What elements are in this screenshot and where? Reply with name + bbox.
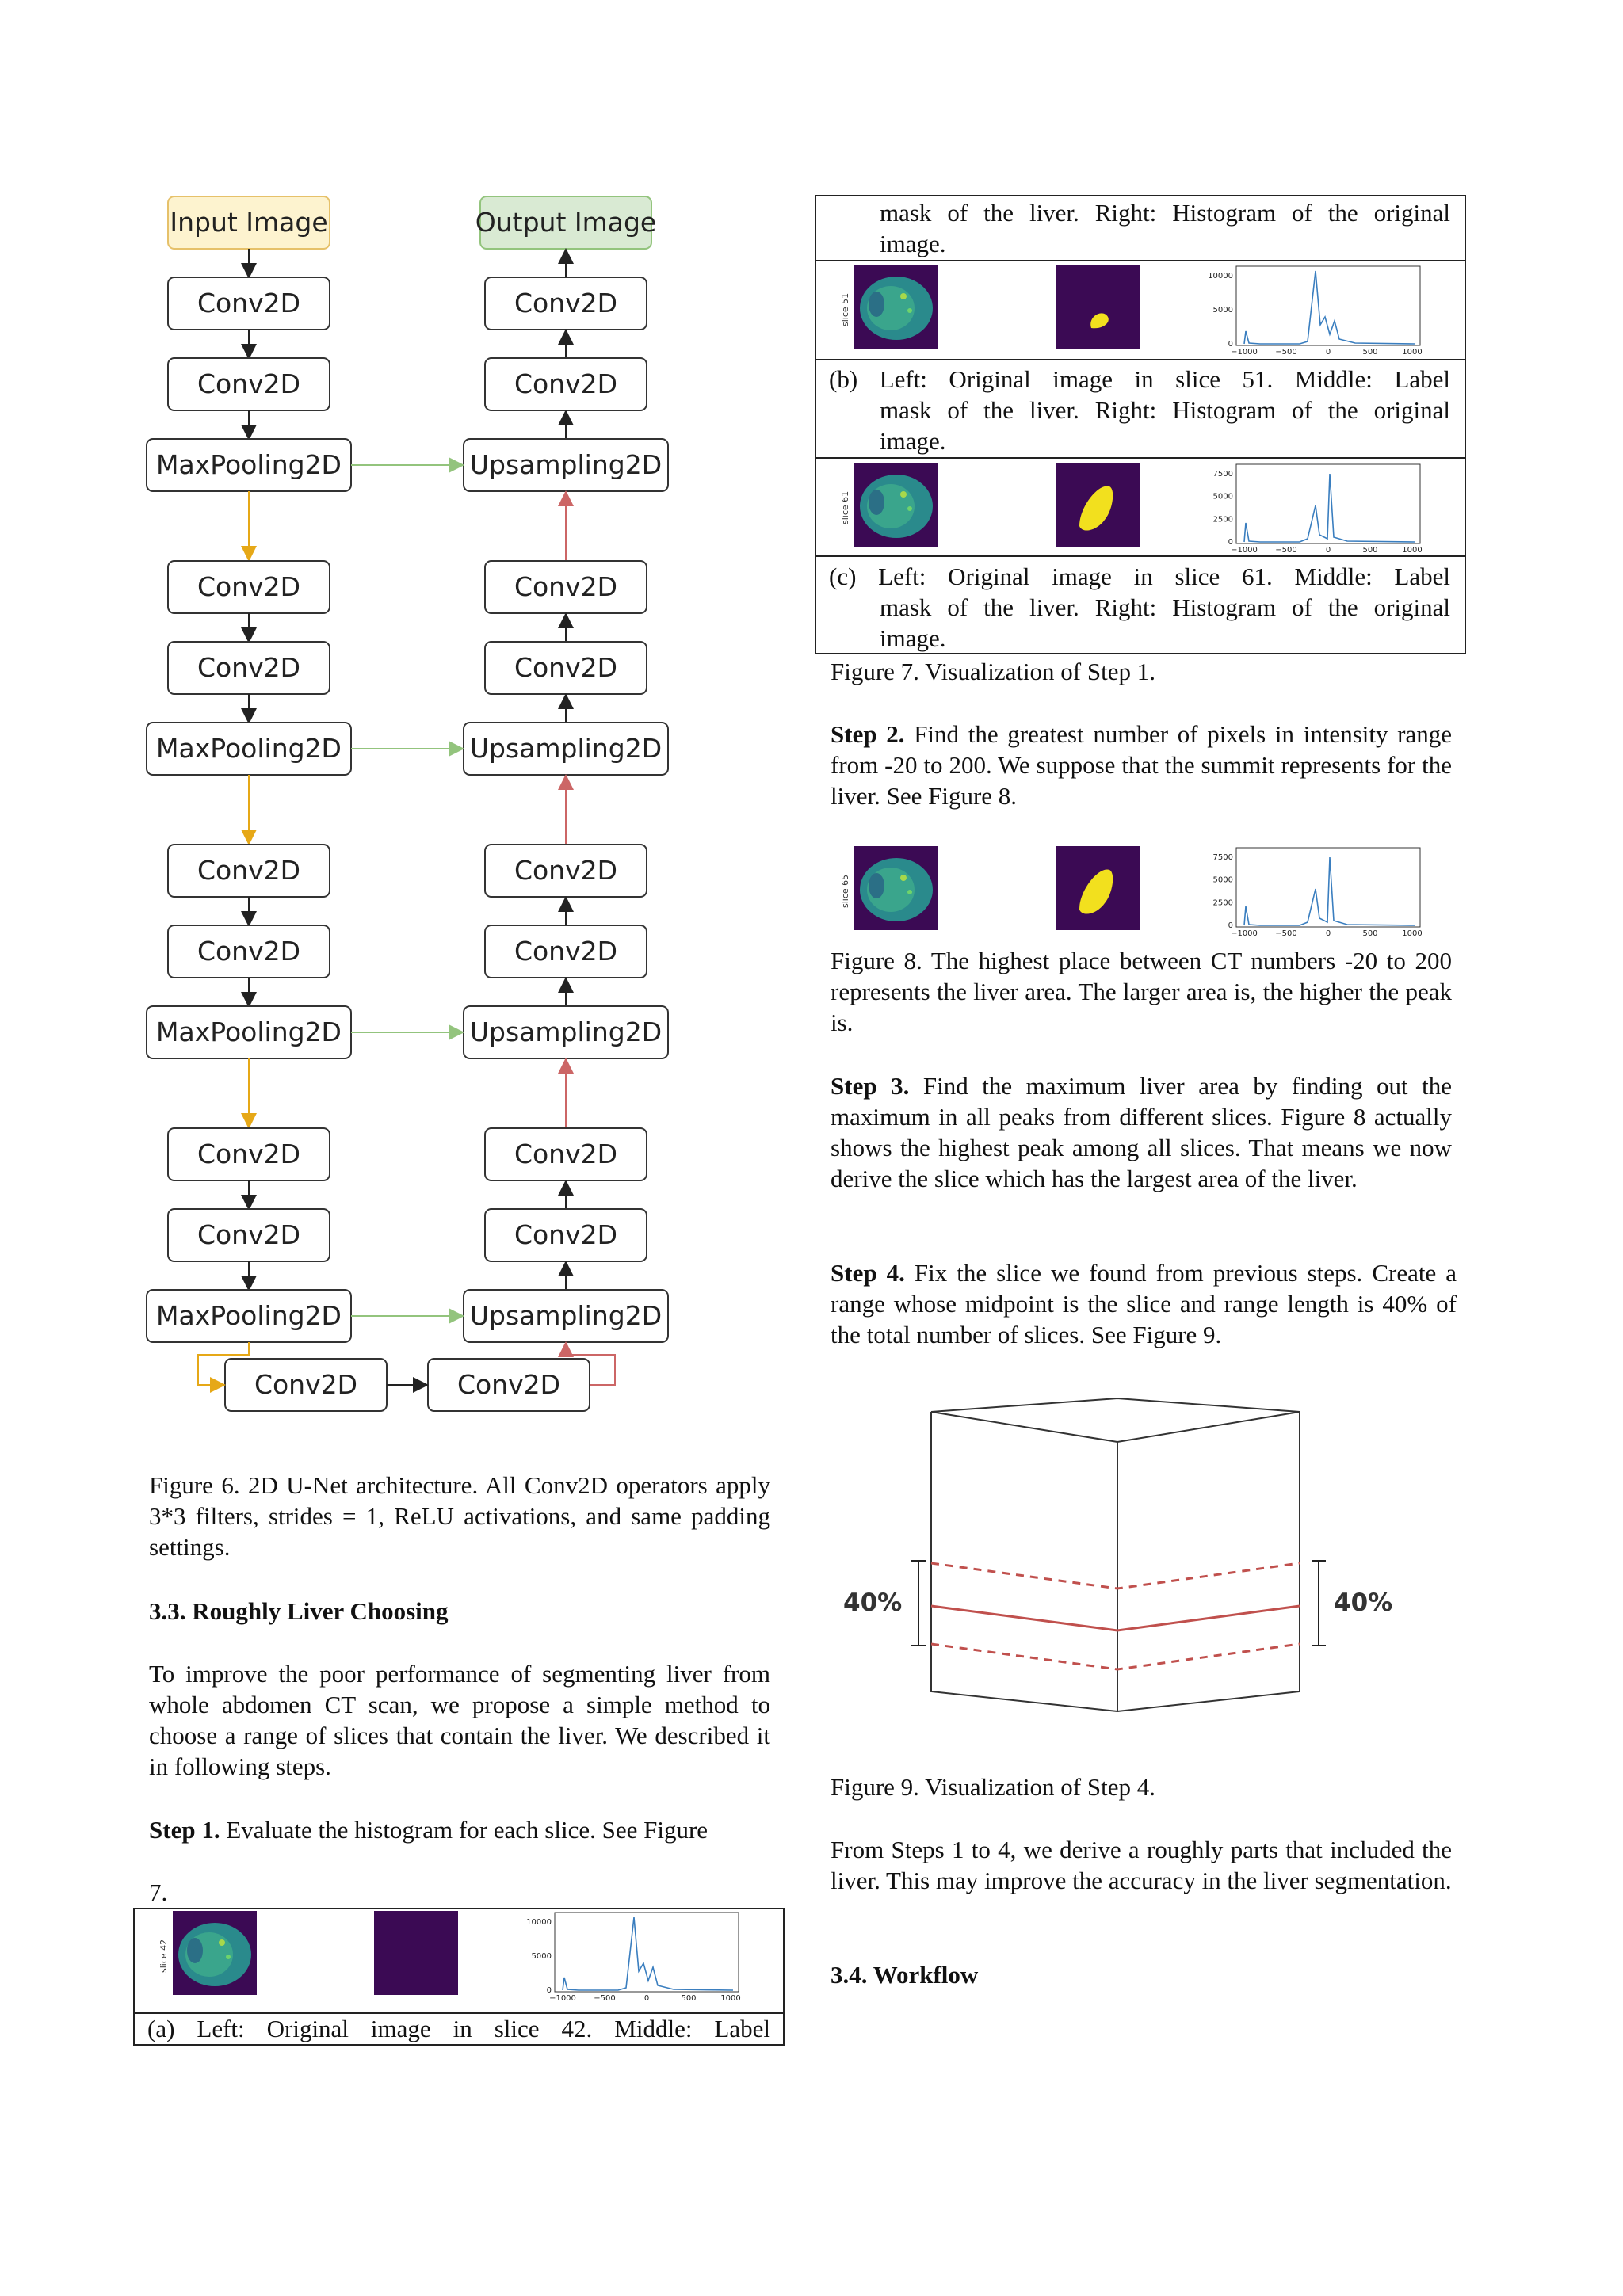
enc4-pool-label: MaxPooling2D: [156, 1300, 342, 1331]
svg-text:−1000: −1000: [1231, 348, 1258, 357]
svg-text:2500: 2500: [1212, 515, 1233, 524]
fig7-row-a-images-label-mask: [374, 1911, 458, 1995]
dec2-conv-b-label: Conv2D: [514, 652, 618, 683]
svg-text:5000: 5000: [1212, 306, 1233, 315]
enc1-conv-a-label: Conv2D: [197, 288, 301, 318]
step1-paragraph: [149, 1814, 770, 1845]
dec2-up-label: Upsampling2D: [469, 733, 663, 764]
enc1-pool-label: MaxPooling2D: [156, 449, 342, 480]
fig9-caption: Figure 9. Visualization of Step 4.: [831, 1773, 1155, 1801]
fig7-row-c-images-label-mask: [1056, 463, 1140, 547]
fig9-right-label: 40%: [1334, 1589, 1393, 1617]
bottleneck-conv-a-label: Conv2D: [254, 1369, 358, 1400]
dec4-up-label: Upsampling2D: [469, 1300, 663, 1331]
svg-text:0: 0: [546, 1986, 552, 1995]
fig7-divider-2: [815, 359, 1466, 360]
fig8-images-label-mask: [1056, 846, 1140, 930]
dec3-conv-a-label: Conv2D: [514, 855, 618, 886]
closing-paragraph: From Steps 1 to 4, we derive a roughly parts that included the liver. This may improve the accuracy in the liver segmentation.: [831, 1836, 1452, 1894]
svg-text:−1000: −1000: [1231, 929, 1258, 938]
fig8-images-original-image: [854, 846, 938, 930]
fig7-row-b-images-histogram: [1189, 261, 1426, 357]
step1-text: Evaluate the histogram for each slice. See Figure: [226, 1816, 708, 1844]
fig7-row-b-images-original-image: [854, 265, 938, 349]
svg-text:1000: 1000: [720, 1994, 741, 2003]
dec3-conv-b-label: Conv2D: [514, 936, 618, 967]
svg-text:0: 0: [1228, 538, 1233, 547]
enc2-pool-label: MaxPooling2D: [156, 733, 342, 764]
dec1-conv-a-label: Conv2D: [514, 288, 618, 318]
step2-label: Step 2.: [831, 720, 905, 748]
step2-paragraph: [831, 719, 1452, 811]
section-3-4-title: 3.4. Workflow: [831, 1961, 979, 1989]
fig9-box-edges: [931, 1412, 1300, 1711]
enc3-conv-b-label: Conv2D: [197, 936, 301, 967]
fig8-images-histogram: [1189, 843, 1426, 938]
unet-diagram: [135, 190, 689, 1434]
dec2-conv-a-label: Conv2D: [514, 571, 618, 602]
enc3-pool-label: MaxPooling2D: [156, 1016, 342, 1047]
svg-text:0: 0: [643, 1994, 650, 2003]
enc2-conv-a-label: Conv2D: [197, 571, 301, 602]
enc4-conv-b-label: Conv2D: [197, 1219, 301, 1250]
svg-text:500: 500: [1362, 929, 1378, 938]
fig7-divider-4: [815, 555, 1466, 557]
fig7-cap-c-3: image.: [880, 624, 946, 652]
fig9-mid-line: [931, 1606, 1300, 1630]
fig7-row-a-images: [158, 1909, 761, 2003]
bottleneck-conv-b-label: Conv2D: [456, 1369, 561, 1400]
svg-text:7500: 7500: [1212, 470, 1233, 479]
svg-text:5000: 5000: [1212, 492, 1233, 502]
fig7-row-c-images: [840, 461, 1442, 555]
svg-text:−500: −500: [1275, 929, 1297, 938]
fig9-left-bracket: [911, 1561, 926, 1646]
step2-text: Find the greatest number of pixels in intensity range from -20 to 200. We suppose that the summit represents for the liver. See Figure 8.: [831, 720, 1453, 810]
step4-label: Step 4.: [831, 1259, 905, 1287]
svg-text:−500: −500: [594, 1994, 616, 2003]
svg-text:0: 0: [1325, 348, 1331, 357]
fig7-divider-3: [815, 457, 1466, 459]
fig9-box-top: [931, 1398, 1300, 1442]
step4-text: Fix the slice we found from previous steps. Create a range whose midpoint is the slice and range length is 40% of the total number of slices. See Figure 9.: [831, 1259, 1457, 1348]
fig7-cap-b-2: mask of the liver. Right: Histogram of the original: [880, 396, 1450, 424]
svg-text:1000: 1000: [1402, 546, 1423, 555]
fig7-caption: Figure 7. Visualization of Step 1.: [831, 658, 1155, 685]
fig7-row-c-images-original-image: [854, 463, 938, 547]
svg-text:1000: 1000: [1402, 348, 1423, 357]
step1-label: Step 1.: [149, 1816, 220, 1844]
svg-text:−1000: −1000: [1231, 546, 1258, 555]
svg-text:500: 500: [1362, 348, 1378, 357]
svg-text:7500: 7500: [1212, 853, 1233, 862]
fig7-cap-c-2: mask of the liver. Right: Histogram of the original: [880, 593, 1450, 621]
svg-text:5000: 5000: [531, 1952, 552, 1961]
svg-text:10000: 10000: [1208, 272, 1233, 280]
input-image-label: Input Image: [170, 207, 328, 238]
svg-text:0: 0: [1325, 929, 1331, 938]
step1-tail: 7.: [149, 1878, 168, 1906]
enc3-conv-a-label: Conv2D: [197, 855, 301, 886]
fig9-dashed-top: [931, 1563, 1300, 1589]
dec4-conv-a-label: Conv2D: [514, 1138, 618, 1169]
fig8-caption: Figure 8. The highest place between CT numbers -20 to 200 represents the liver area. The larger area is, the higher the peak is.: [831, 947, 1452, 1036]
svg-text:5000: 5000: [1212, 875, 1233, 885]
svg-text:0: 0: [1228, 921, 1233, 930]
svg-text:−500: −500: [1275, 546, 1297, 555]
dec4-conv-b-label: Conv2D: [514, 1219, 618, 1250]
fig9-dashed-bottom: [931, 1644, 1300, 1669]
svg-text:500: 500: [681, 1994, 697, 2003]
output-image-label: Output Image: [475, 207, 657, 238]
fig7-cap-c-1: (c) Left: Original image in slice 61. Middle: Label: [829, 563, 1450, 590]
fig9-diagram: [832, 1394, 1466, 1727]
svg-text:10000: 10000: [526, 1918, 552, 1927]
step3-text: Find the maximum liver area by finding out the maximum in all peaks from different slices. Figure 8 actually shows the highest peak among all slices. That means we now derive the slice which has the largest area of the liver.: [831, 1072, 1452, 1192]
svg-text:500: 500: [1362, 546, 1378, 555]
section-3-3-paragraph: To improve the poor performance of segmenting liver from whole abdomen CT scan, we propose a simple method to choose a range of slices that contain the liver. We described it in following steps.: [149, 1660, 770, 1780]
fig8-images-slice-label: slice 65: [840, 874, 850, 908]
fig8-images: [840, 845, 1442, 938]
svg-text:−500: −500: [1275, 348, 1297, 357]
section-3-3-title: 3.3. Roughly Liver Choosing: [149, 1597, 449, 1625]
fig7-row-b-images: [840, 263, 1442, 357]
svg-text:0: 0: [1228, 340, 1233, 349]
dec1-up-label: Upsampling2D: [469, 449, 663, 480]
svg-text:0: 0: [1325, 546, 1331, 555]
fig7-row-b-images-slice-label: slice 51: [840, 292, 850, 326]
fig9-right-bracket: [1312, 1561, 1326, 1646]
svg-text:−1000: −1000: [549, 1994, 576, 2003]
fig7-cap-b-1: (b) Left: Original image in slice 51. Middle: Label: [829, 365, 1450, 393]
fig7-row-a-images-slice-label: slice 42: [158, 1939, 169, 1973]
step3-label: Step 3.: [831, 1072, 910, 1100]
enc2-conv-b-label: Conv2D: [197, 652, 301, 683]
enc1-conv-b-label: Conv2D: [197, 368, 301, 399]
dec1-conv-b-label: Conv2D: [514, 368, 618, 399]
fig6-caption: Figure 6. 2D U-Net architecture. All Conv2D operators apply 3*3 filters, strides = 1, ReLU activations, and same padding settings.: [149, 1471, 770, 1561]
svg-text:1000: 1000: [1402, 929, 1423, 938]
step3-paragraph: [831, 1070, 1452, 1194]
fig7-row-c-images-histogram: [1189, 460, 1426, 555]
svg-text:2500: 2500: [1212, 898, 1233, 908]
fig7-row-a-images-histogram: [507, 1908, 745, 2003]
step4-paragraph: [831, 1257, 1457, 1350]
fig7-cap-b-3: image.: [880, 427, 946, 455]
fig9-left-label: 40%: [843, 1589, 903, 1617]
fig7-row-a-images-original-image: [173, 1911, 257, 1995]
dec3-up-label: Upsampling2D: [469, 1016, 663, 1047]
fig7-row-b-images-label-mask: [1056, 265, 1140, 349]
fig7-cap-cont-1: mask of the liver. Right: Histogram of the original: [880, 199, 1450, 227]
fig7-caption-a: (a) Left: Original image in slice 42. Middle: Label: [147, 2015, 770, 2042]
fig7-cap-cont-2: image.: [880, 230, 946, 257]
enc4-conv-a-label: Conv2D: [197, 1138, 301, 1169]
fig7-row-c-images-slice-label: slice 61: [840, 490, 850, 524]
